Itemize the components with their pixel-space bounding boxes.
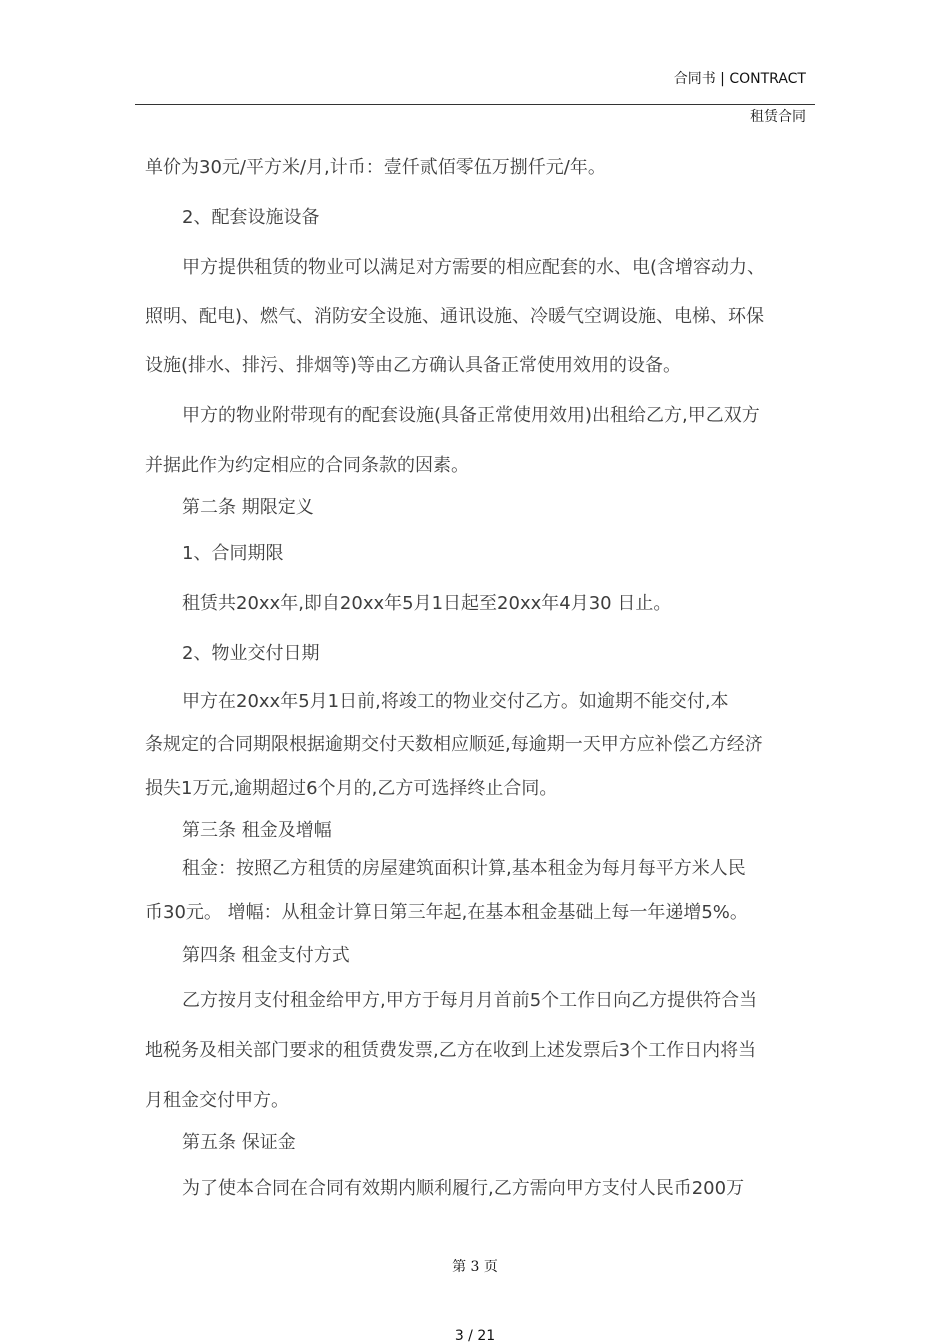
section-subheading: 1、合同期限 xyxy=(182,543,284,564)
body-line: 租赁共20xx年,即自20xx年5月1日起至20xx年4月30 日止。 xyxy=(182,593,672,614)
page-number: 第 3 页 xyxy=(452,1259,498,1275)
body-line: 月租金交付甲方。 xyxy=(145,1090,289,1111)
article-heading: 第五条 保证金 xyxy=(182,1132,296,1153)
body-line: 币30元。 增幅：从租金计算日第三年起,在基本租金基础上每一年递增5%。 xyxy=(145,902,748,923)
body-line: 租金：按照乙方租赁的房屋建筑面积计算,基本租金为每月每平方米人民 xyxy=(182,858,746,879)
body-line: 地税务及相关部门要求的租赁费发票,乙方在收到上述发票后3个工作日内将当 xyxy=(145,1040,757,1061)
body-line: 乙方按月支付租金给甲方,甲方于每月月首前5个工作日向乙方提供符合当 xyxy=(182,990,758,1011)
body-line: 甲方的物业附带现有的配套设施(具备正常使用效用)出租给乙方,甲乙双方 xyxy=(182,405,760,426)
section-subheading: 2、物业交付日期 xyxy=(182,643,320,664)
body-line: 设施(排水、排污、排烟等)等由乙方确认具备正常使用效用的设备。 xyxy=(145,355,682,376)
header-subtitle: 租赁合同 xyxy=(750,109,806,125)
header-title: 合同书 | CONTRACT xyxy=(673,71,806,87)
body-line: 单价为30元/平方米/月,计币：壹仟贰佰零伍万捌仟元/年。 xyxy=(145,157,606,178)
article-heading: 第三条 租金及增幅 xyxy=(182,820,332,841)
body-line: 甲方提供租赁的物业可以满足对方需要的相应配套的水、电(含增容动力、 xyxy=(182,257,766,278)
section-subheading: 2、配套设施设备 xyxy=(182,207,320,228)
body-line: 并据此作为约定相应的合同条款的因素。 xyxy=(145,455,469,476)
page-count-indicator: 3 / 21 xyxy=(454,1328,496,1344)
body-line: 条规定的合同期限根据逾期交付天数相应顺延,每逾期一天甲方应补偿乙方经济 xyxy=(145,734,763,755)
body-line: 为了使本合同在合同有效期内顺利履行,乙方需向甲方支付人民币200万 xyxy=(182,1178,745,1199)
body-line: 甲方在20xx年5月1日前,将竣工的物业交付乙方。如逾期不能交付,本 xyxy=(182,691,729,712)
body-line: 照明、配电)、燃气、消防安全设施、通讯设施、冷暖气空调设施、电梯、环保 xyxy=(145,306,765,327)
article-heading: 第四条 租金支付方式 xyxy=(182,945,350,966)
article-heading: 第二条 期限定义 xyxy=(182,497,314,518)
body-line: 损失1万元,逾期超过6个月的,乙方可选择终止合同。 xyxy=(145,778,558,799)
header-divider xyxy=(135,104,815,105)
